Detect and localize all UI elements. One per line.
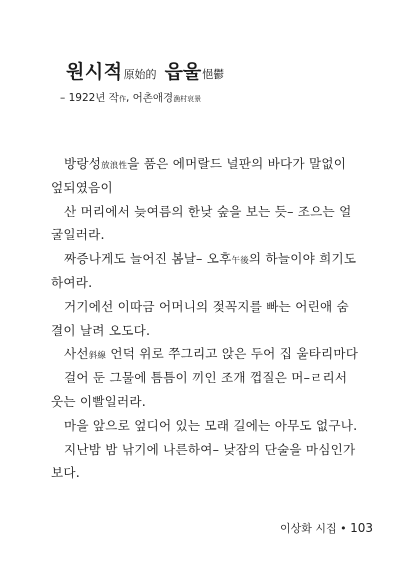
poem-line [51,223,371,247]
subtitle-prefix-hanja: 作 [118,95,126,103]
footer-separator: • [340,522,347,535]
line-text: 굴일러라. [51,227,105,243]
poem-title [66,57,232,84]
line-text: 엎되였음이 [51,179,113,195]
page-footer [280,520,373,536]
poem-subtitle [60,90,201,105]
poem-line [51,390,371,414]
poem-line [51,152,371,176]
line-text: 하여라. [51,274,93,290]
line-text: 결이 날려 오도다. [51,322,151,338]
hanja-annotation: 放浪性 [101,161,128,171]
line-text: 을 품은 에머랄드 널판의 바다가 말없이 [127,156,347,171]
poem-line [51,438,371,462]
footer-book-title: 이상화 시집 [279,522,337,535]
subtitle-prefix: – 1922년 작 [60,92,119,104]
line-text: 사선 [64,346,89,362]
title-hanja: 原始的 [123,68,157,81]
title-korean: 원시적 [66,61,123,83]
poem-line [51,200,371,224]
title-korean-2: 읍울 [164,61,202,83]
poem-line [51,319,371,343]
line-text: 언덕 위로 쭈그리고 앉은 두어 집 울타리마다 [106,346,359,362]
line-text: 거기에선 이따금 어머니의 젖꼭지를 빠는 어린애 숨 [64,298,349,314]
poem-line [51,461,371,485]
poem-line [51,366,371,390]
line-text: 걸어 둔 그물에 틈틈이 끼인 조개 껍질은 머–ㄹ리서 [64,370,348,386]
line-text: 의 하늘이야 희기도 [248,251,357,267]
line-text: 웃는 이빨일러라. [51,393,146,409]
line-text: 짜증나게도 늘어진 봄날– 오후 [64,251,232,267]
subtitle-middle: , 어촌애경 [125,92,174,104]
poem-line [51,342,371,366]
title-hanja-2: 悒鬱 [202,68,225,81]
poem-body [51,152,371,485]
poem-line [51,295,371,319]
subtitle-middle-hanja: 漁村哀景 [173,95,202,103]
poem-line [51,247,371,271]
line-text: 산 머리에서 늦여름의 한낮 숲을 보는 듯– 조으는 얼 [64,203,352,219]
line-text: 지난밤 밤 낚기에 나른하여– 낮잠의 단술을 마심인가 [64,441,356,457]
poem-line [51,271,371,295]
poem-line [51,414,371,438]
hanja-annotation: 午後 [231,256,249,267]
line-text: 보다. [51,465,80,481]
line-text: 마을 앞으로 엎디어 있는 모래 길에는 아무도 없구나. [64,417,358,433]
line-text: 방랑성 [64,156,102,171]
poem-line [51,176,371,200]
hanja-annotation: 斜線 [88,351,107,362]
page-number: 103 [350,521,373,535]
